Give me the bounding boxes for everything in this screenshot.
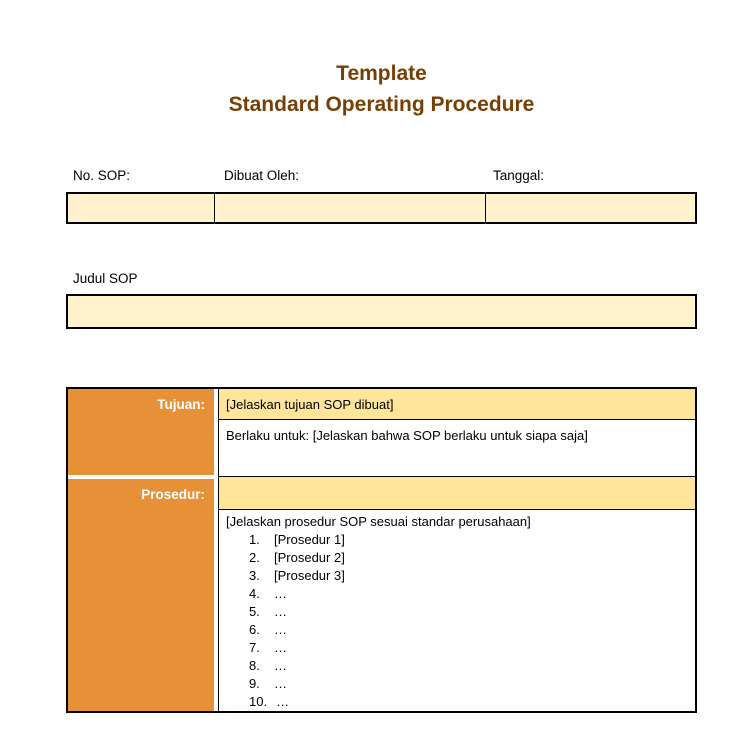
tanggal-field[interactable] [486, 194, 695, 222]
prosedur-intro: [Jelaskan prosedur SOP sesuai standar perusahaan] [226, 514, 531, 529]
list-item-number: 5. [249, 604, 260, 619]
list-item-text: … [274, 640, 287, 655]
list-item [226, 675, 687, 693]
prosedur-body-cell[interactable] [219, 510, 695, 711]
prosedur-row-label: Prosedur: [68, 479, 214, 711]
list-item-text: … [274, 604, 287, 619]
list-item-text: … [276, 694, 290, 709]
page-subtitle: Standard Operating Procedure [228, 93, 535, 116]
list-item [226, 603, 687, 621]
list-item [226, 639, 687, 657]
document-content [66, 0, 697, 713]
list-item-text: [Prosedur 3] [274, 568, 345, 583]
list-item-number: 4. [249, 586, 260, 601]
list-item-text: … [274, 586, 287, 601]
tujuan-body-cell[interactable]: Berlaku untuk: [Jelaskan bahwa SOP berlaku untuk siapa saja] [219, 420, 695, 477]
title-block [66, 0, 697, 120]
list-item-number: 8. [249, 658, 260, 673]
no-sop-label: No. SOP: [73, 168, 131, 183]
sop-table [66, 387, 697, 713]
list-item-number: 3. [249, 568, 260, 583]
list-item [226, 549, 687, 567]
prosedur-list [226, 531, 687, 711]
prosedur-header-cell[interactable] [219, 477, 695, 510]
tanggal-label: Tanggal: [493, 168, 545, 183]
list-item-text: … [274, 676, 287, 691]
sop-table-label-column [68, 389, 218, 711]
sop-table-content-column [218, 389, 695, 711]
form-input-row [66, 192, 697, 224]
list-item [226, 657, 687, 675]
judul-sop-field[interactable] [66, 294, 697, 329]
list-item [226, 567, 687, 585]
list-item-number: 1. [249, 532, 260, 547]
form-labels-row [66, 168, 697, 184]
list-item [226, 693, 687, 711]
list-item-number: 9. [249, 676, 260, 691]
page-title: Template [336, 62, 427, 85]
no-sop-field[interactable] [68, 194, 215, 222]
list-item [226, 531, 687, 549]
list-item-text: [Prosedur 1] [274, 532, 345, 547]
dibuat-oleh-field[interactable] [215, 194, 486, 222]
list-item-number: 6. [249, 622, 260, 637]
list-item [226, 585, 687, 603]
judul-sop-label: Judul SOP [73, 271, 138, 286]
list-item-text: … [274, 622, 287, 637]
list-item-number: 2. [249, 550, 260, 565]
list-item-number: 10. [249, 694, 268, 709]
dibuat-oleh-label: Dibuat Oleh: [224, 168, 300, 183]
list-item-text: … [274, 658, 287, 673]
list-item [226, 621, 687, 639]
tujuan-row-label: Tujuan: [68, 389, 214, 475]
tujuan-header-cell[interactable]: [Jelaskan tujuan SOP dibuat] [219, 389, 695, 420]
list-item-number: 7. [249, 640, 260, 655]
list-item-text: [Prosedur 2] [274, 550, 345, 565]
